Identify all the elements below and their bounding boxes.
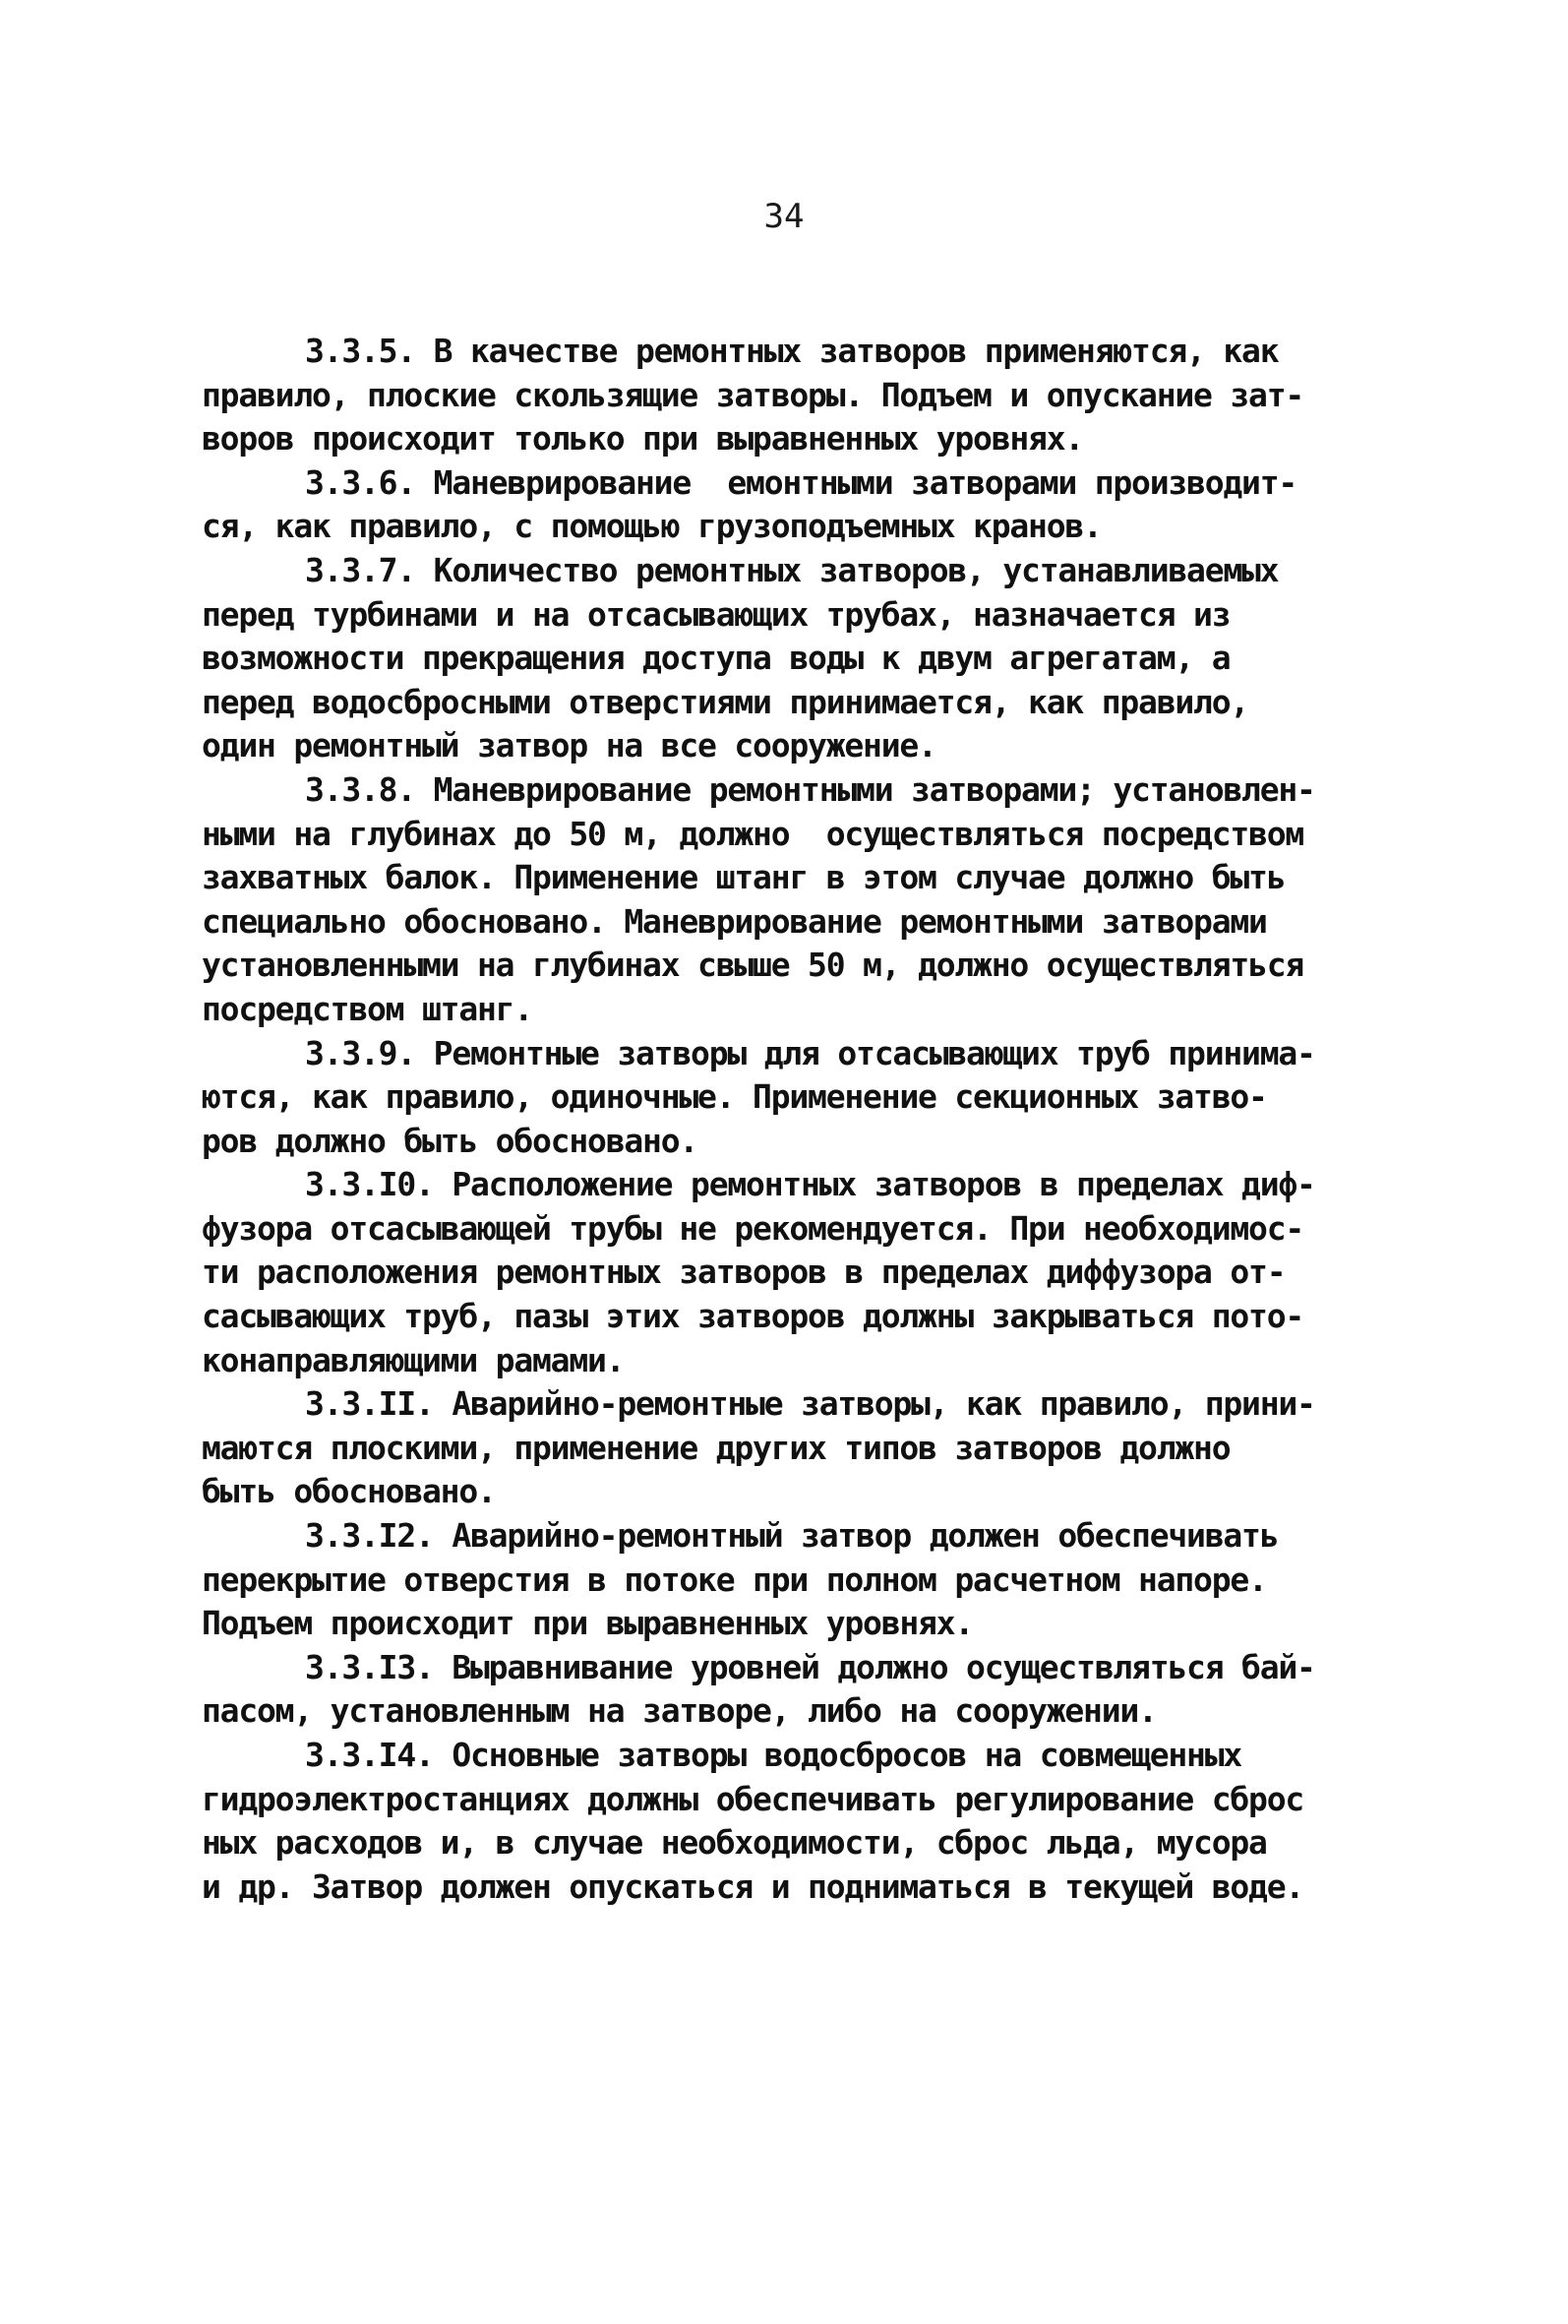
text-line: ются, как правило, одиночные. Применение секционных затво- [202,1077,1267,1117]
text-line: 3.3.7. Количество ремонтных затворов, устанавливаемых [305,550,1279,589]
paragraph-3-3-11 [202,1382,1431,1514]
text-line: посредством штанг. [202,989,533,1028]
paragraph-3-3-10 [202,1163,1431,1382]
text-line: 3.3.II. Аварийно-ремонтные затворы, как правило, прини- [305,1384,1315,1424]
paragraph-3-3-7 [202,549,1431,768]
text-line: гидроэлектростанциях должны обеспечивать регулирование сброс [202,1779,1304,1818]
text-line: фузора отсасывающей трубы не рекомендуется. При необходимос- [202,1208,1304,1248]
text-line: быть обосновано. [202,1472,496,1511]
paragraph-3-3-5 [202,330,1431,461]
text-line: 3.3.5. В качестве ремонтных затворов применяются, как [305,332,1279,370]
text-line: перекрытие отверстия в потоке при полном расчетном напоре. [202,1560,1267,1599]
text-line: сасывающих труб, пазы этих затворов должны закрываться пото- [202,1297,1304,1336]
text-line: пасом, установленным на затворе, либо на сооружении. [202,1691,1157,1731]
text-line: 3.3.I2. Аварийно-ремонтный затвор должен обеспечивать [305,1516,1279,1556]
text-line: перед турбинами и на отсасывающих трубах, назначается из [202,594,1231,634]
body-text [202,330,1431,1909]
text-line: захватных балок. Применение штанг в этом случае должно быть [202,858,1286,897]
text-line: специально обосновано. Маневрирование ремонтными затворами [202,901,1267,941]
text-line: перед водосбросными отверстиями принимается, как правило, [202,682,1249,721]
text-line: маются плоскими, применение других типов затворов должно [202,1428,1231,1467]
text-line: 3.3.I3. Выравнивание уровней должно осуществляться бай- [305,1647,1315,1686]
text-line: конаправляющими рамами. [202,1340,625,1379]
text-line: 3.3.9. Ремонтные затворы для отсасывающих труб принима- [305,1033,1315,1072]
text-line: один ремонтный затвор на все сооружение. [202,726,936,765]
paragraph-3-3-8 [202,768,1431,1032]
text-line: ся, как правило, с помощью грузоподъемных кранов. [202,507,1102,546]
text-line: ных расходов и, в случае необходимости, сброс льда, мусора [202,1823,1267,1863]
text-line: ров должно быть обосновано. [202,1121,698,1160]
page-number: 34 [763,197,805,236]
paragraph-3-3-14 [202,1734,1431,1909]
text-line: 3.3.8. Маневрирование ремонтными затворами; установлен- [305,769,1315,809]
text-line: Подъем происходит при выравненных уровнях. [202,1604,974,1643]
text-line: возможности прекращения доступа воды к двум агрегатам, а [202,639,1231,678]
text-line: 3.3.I4. Основные затворы водосбросов на совмещенных [305,1736,1242,1774]
text-line: ти расположения ремонтных затворов в пределах диффузора от- [202,1253,1286,1292]
text-line: и др. Затвор должен опускаться и подниматься в текущей воде. [202,1866,1304,1906]
text-line: воров происходит только при выравненных уровнях. [202,419,1084,459]
paragraph-3-3-9 [202,1032,1431,1164]
paragraph-3-3-6 [202,461,1431,549]
text-line: установленными на глубинах свыше 50 м, должно осуществляться [202,946,1304,985]
text-line: 3.3.6. Маневрирование емонтными затворами производит- [305,462,1297,502]
paragraph-3-3-12 [202,1514,1431,1646]
paragraph-3-3-13 [202,1646,1431,1734]
text-line: 3.3.I0. Расположение ремонтных затворов в пределах диф- [305,1165,1315,1204]
text-line: правило, плоские скользящие затворы. Подъем и опускание зат- [202,375,1304,414]
text-line: ными на глубинах до 50 м, должно осуществляться посредством [202,814,1304,853]
